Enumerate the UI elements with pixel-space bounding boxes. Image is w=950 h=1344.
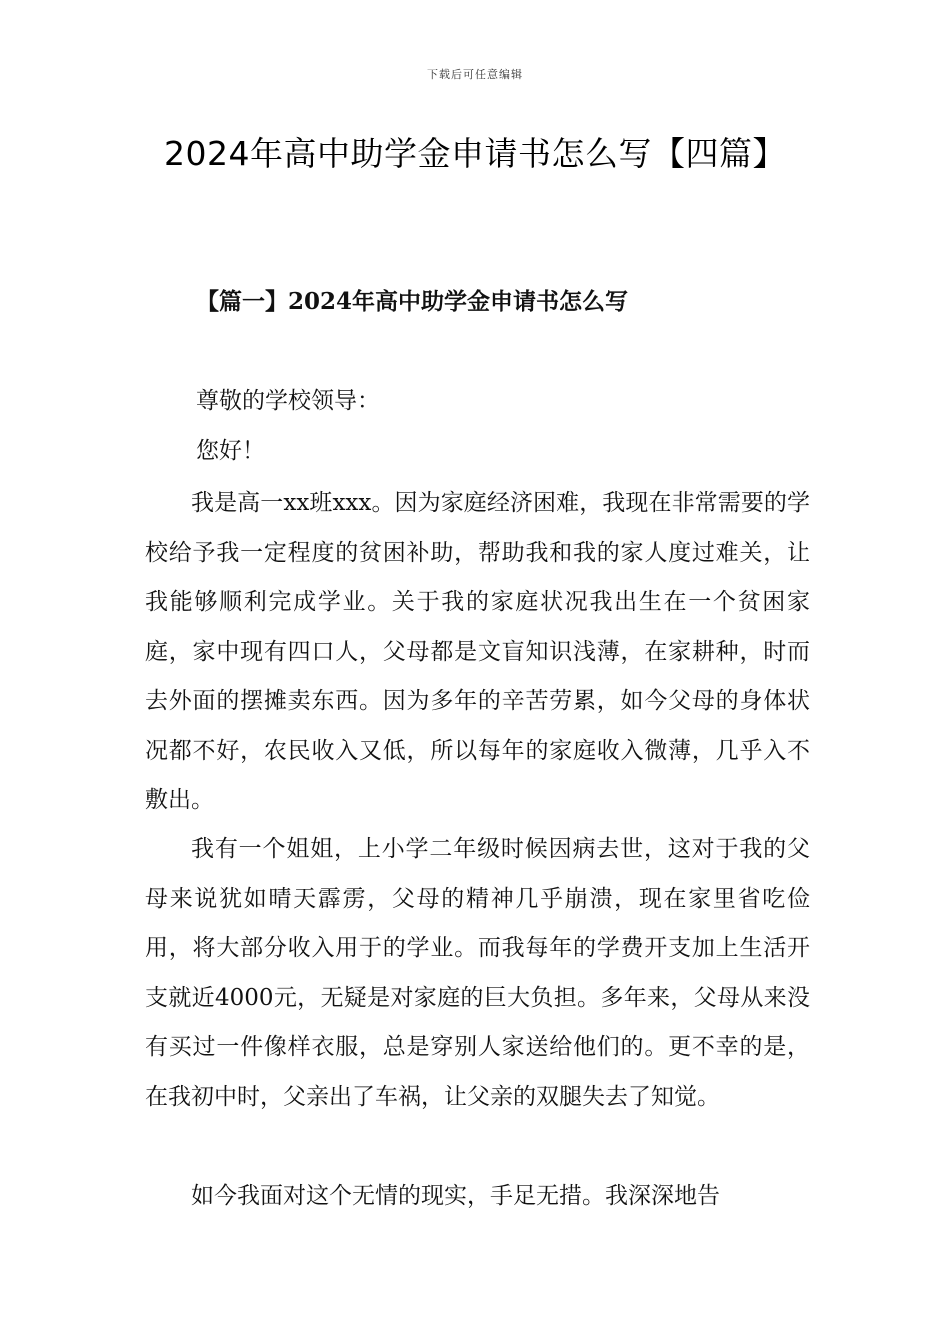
salutation: 尊敬的学校领导： [196, 388, 380, 414]
body-paragraph: 我有一个姐姐，上小学二年级时候因病去世，这对于我的父母来说犹如晴天霹雳，父母的精神几乎崩溃，现在家里省吃俭用，将大部分收入用于的学业。而我每年的学费开支加上生活开支就近4000元，无疑是对家庭的巨大负担。多年来，父母从来没有买过一件像样衣服，总是穿别人家送给他们的。更不幸的是，在我初中时，父亲出了车祸，让父亲的双腿失去了知觉。 [145, 836, 810, 1110]
body-paragraph-3-block [145, 1172, 810, 1222]
document-title: 2024年高中助学金申请书怎么写【四篇】 [164, 134, 786, 173]
body-paragraph-2-block [145, 825, 810, 1122]
header-note: 下载后可任意编辑 [427, 68, 523, 81]
body-paragraph: 如今我面对这个无情的现实，手足无措。我深深地告 [191, 1183, 720, 1209]
section-heading: 【篇一】2024年高中助学金申请书怎么写 [196, 288, 629, 315]
body-paragraph-1-block [145, 479, 810, 826]
body-paragraph: 我是高一xx班xxx。因为家庭经济困难，我现在非常需要的学校给予我一定程度的贫困补助，帮助我和我的家人度过难关，让我能够顺利完成学业。关于我的家庭状况我出生在一个贫困家庭，家中现有四口人，父母都是文盲知识浅薄，在家耕种，时而去外面的摆摊卖东西。因为多年的辛苦劳累，如今父母的身体状况都不好，农民收入又低，所以每年的家庭收入微薄，几乎入不敷出。 [145, 490, 810, 813]
greeting: 您好！ [196, 438, 265, 464]
